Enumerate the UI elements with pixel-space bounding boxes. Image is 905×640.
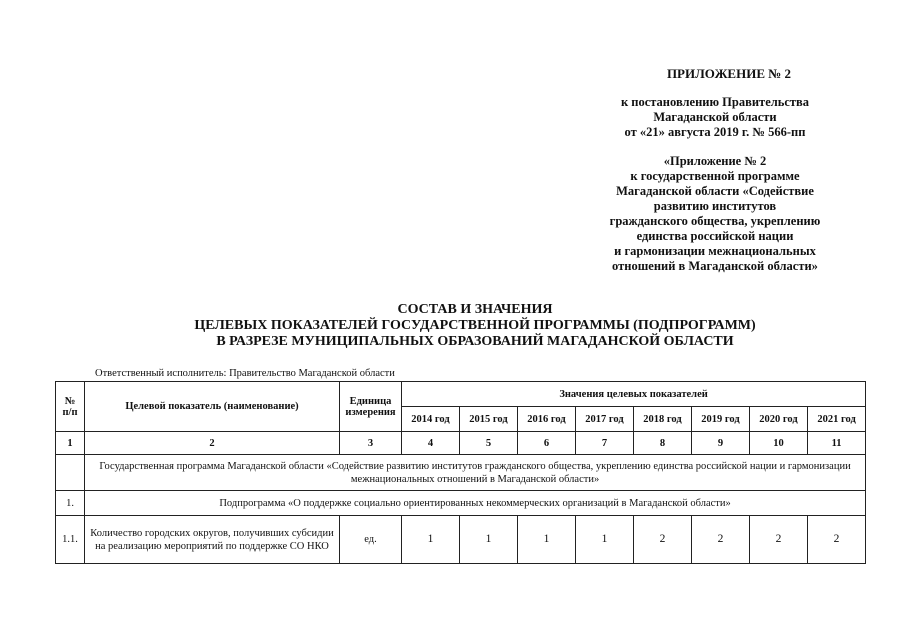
year-header: 2019 год (692, 407, 750, 432)
row-value: 1 (576, 516, 634, 564)
year-header: 2016 год (518, 407, 576, 432)
program-row (56, 455, 866, 491)
indicators-table (55, 381, 866, 564)
subprogram-num: 1. (56, 491, 85, 516)
row-value: 2 (808, 516, 866, 564)
program-name: Государственная программа Магаданской области «Содействие развитию институтов гражданского общества, укреплению единства российской нации и гармонизации межнациональных отношений в Магаданской области» (85, 455, 866, 491)
ref-line: отношений в Магаданской области» (612, 259, 818, 273)
subprogram-row (56, 491, 866, 516)
heading-line: СОСТАВ И ЗНАЧЕНИЯ (397, 302, 553, 317)
subprogram-name: Подпрограмма «О поддержке социально ориентированных некоммерческих организаций в Магаданской области» (85, 491, 866, 516)
table-row (56, 516, 866, 564)
column-number: 9 (692, 432, 750, 455)
column-number: 1 (56, 432, 85, 455)
spacer (560, 81, 870, 95)
decree-line: к постановлению Правительства (620, 95, 810, 109)
ref-line: гражданского общества, укреплению (609, 214, 821, 228)
heading-line: ЦЕЛЕВЫХ ПОКАЗАТЕЛЕЙ ГОСУДАРСТВЕННОЙ ПРОГРАММЫ (ПОДПРОГРАММ) (194, 318, 756, 333)
row-value: 2 (692, 516, 750, 564)
responsible-executor: Ответственный исполнитель: Правительство Магаданской области (95, 368, 395, 379)
row-num: 1.1. (56, 516, 85, 564)
document-heading (90, 302, 860, 350)
spacer (560, 140, 870, 154)
appendix-title: ПРИЛОЖЕНИЕ № 2 (666, 66, 792, 81)
row-value: 1 (460, 516, 518, 564)
year-header: 2021 год (808, 407, 866, 432)
column-number: 6 (518, 432, 576, 455)
col-header-num: № п/п (56, 382, 85, 432)
ref-line: единства российской нации (636, 229, 794, 243)
column-number: 2 (85, 432, 340, 455)
ref-line: развитию институтов (653, 199, 777, 213)
col-header-unit: Единица измерения (340, 382, 402, 432)
column-number: 11 (808, 432, 866, 455)
year-header: 2018 год (634, 407, 692, 432)
row-value: 2 (634, 516, 692, 564)
decree-line: от «21» августа 2019 г. № 566-пп (624, 125, 806, 139)
year-header: 2020 год (750, 407, 808, 432)
appendix-block (560, 66, 870, 274)
row-indicator: Количество городских округов, получивших субсидии на реализацию мероприятий по поддержке СО НКО (85, 516, 340, 564)
ref-line: «Приложение № 2 (663, 154, 767, 168)
column-number: 8 (634, 432, 692, 455)
ref-line: к государственной программе (630, 169, 800, 183)
year-header: 2014 год (402, 407, 460, 432)
decree-line: Магаданской области (653, 110, 777, 124)
column-number: 10 (750, 432, 808, 455)
year-header: 2015 год (460, 407, 518, 432)
col-header-values-group: Значения целевых показателей (402, 382, 866, 407)
row-value: 2 (750, 516, 808, 564)
row-value: 1 (518, 516, 576, 564)
column-number: 7 (576, 432, 634, 455)
column-number: 5 (460, 432, 518, 455)
program-row-num (56, 455, 85, 491)
column-number-row (56, 432, 866, 455)
col-header-indicator: Целевой показатель (наименование) (85, 382, 340, 432)
row-value: 1 (402, 516, 460, 564)
row-unit: ед. (340, 516, 402, 564)
column-number: 3 (340, 432, 402, 455)
ref-line: и гармонизации межнациональных (614, 244, 816, 258)
header-row (56, 382, 866, 407)
year-header: 2017 год (576, 407, 634, 432)
ref-line: Магаданской области «Содействие (616, 184, 814, 198)
heading-line: В РАЗРЕЗЕ МУНИЦИПАЛЬНЫХ ОБРАЗОВАНИЙ МАГАДАНСКОЙ ОБЛАСТИ (216, 334, 734, 349)
column-number: 4 (402, 432, 460, 455)
